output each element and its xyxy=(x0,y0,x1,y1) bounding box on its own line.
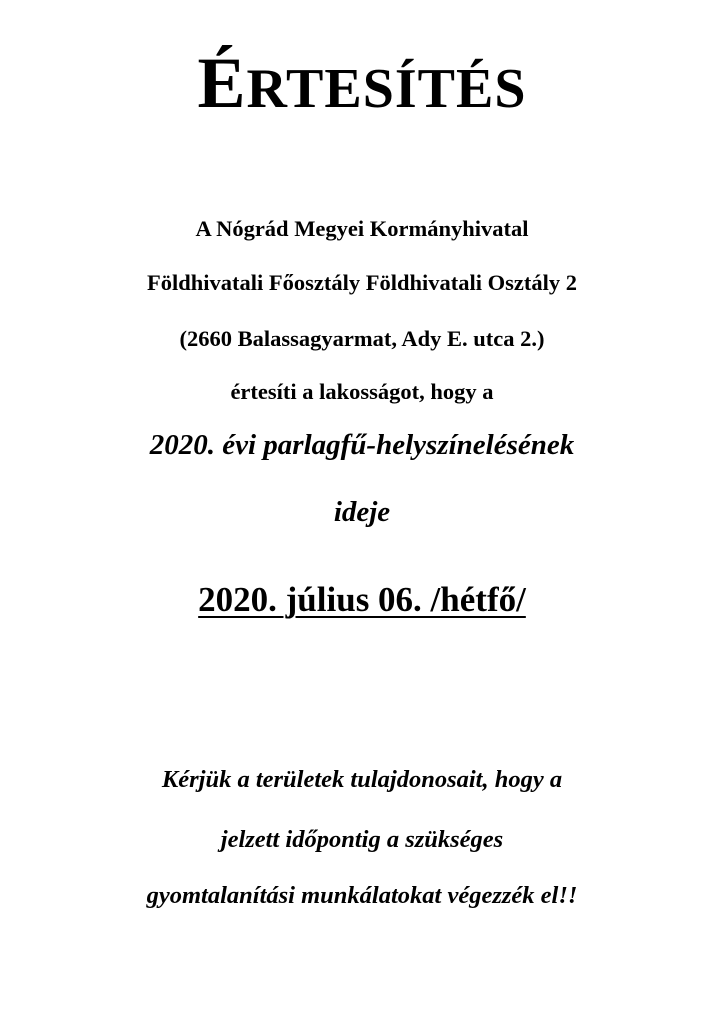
event-date-text: 2020. július 06. /hétfő/ xyxy=(198,580,526,619)
authority-line-1: A Nógrád Megyei Kormányhivatal xyxy=(195,216,529,241)
title-rest: RTESÍTÉS xyxy=(246,58,527,120)
request-line-3: gyomtalanítási munkálatokat végezzék el!! xyxy=(146,882,578,909)
request-line-2: jelzett időpontig a szükséges xyxy=(220,826,504,853)
authority-address: (2660 Balassagyarmat, Ady E. utca 2.) xyxy=(179,326,545,351)
subject-line-2: ideje xyxy=(333,496,391,528)
authority-line-2: Földhivatali Főosztály Földhivatali Osztály 2 xyxy=(146,270,577,295)
event-date xyxy=(0,578,724,622)
notice-title xyxy=(0,38,724,134)
title-initial: É xyxy=(197,43,247,123)
request-line-1: Kérjük a területek tulajdonosait, hogy a xyxy=(161,766,563,793)
authority-line-4: értesíti a lakosságot, hogy a xyxy=(230,379,494,404)
subject-line-1: 2020. évi parlagfű-helyszínelésének xyxy=(149,429,575,461)
